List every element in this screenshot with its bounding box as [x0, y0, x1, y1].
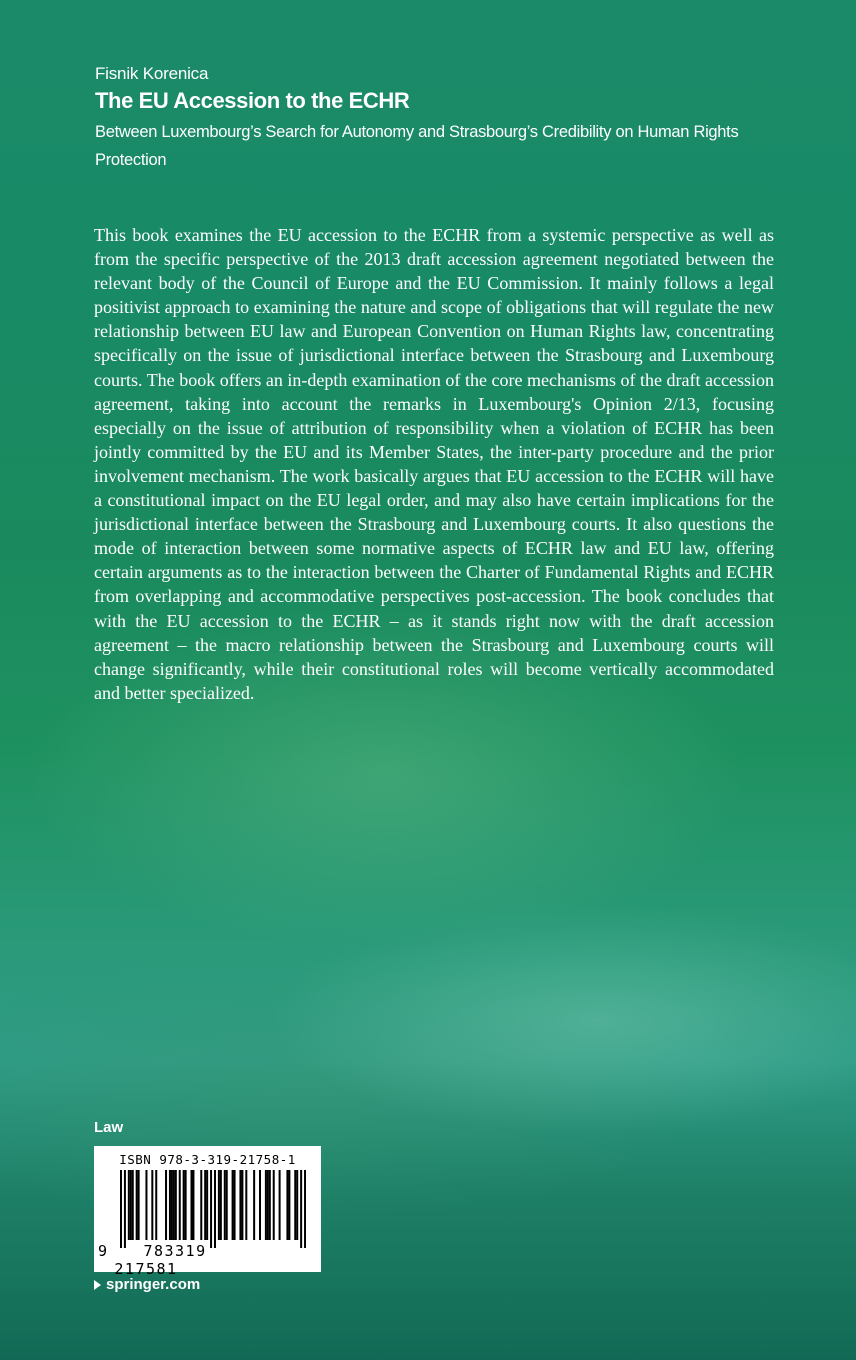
- barcode-bar: [145, 1170, 147, 1240]
- isbn-label: ISBN 978-3-319-21758-1: [119, 1152, 296, 1167]
- barcode-bar: [273, 1170, 275, 1240]
- barcode-bar: [241, 1170, 243, 1240]
- publisher-website[interactable]: [94, 1276, 200, 1293]
- barcode-bar: [300, 1170, 302, 1248]
- barcode-bar: [214, 1170, 216, 1248]
- barcode-bar: [226, 1170, 228, 1240]
- subject-category: Law: [94, 1119, 124, 1136]
- barcode-bar: [304, 1170, 306, 1248]
- author-name: Fisnik Korenica: [95, 64, 209, 83]
- barcode-bar: [286, 1170, 288, 1240]
- barcode-bar: [130, 1170, 132, 1240]
- barcode-bar: [279, 1170, 281, 1240]
- barcode-bar: [218, 1170, 220, 1240]
- website-label: springer.com: [106, 1276, 201, 1293]
- barcode-bar: [232, 1170, 234, 1240]
- barcode-bar: [138, 1170, 140, 1240]
- barcode-bar: [267, 1170, 269, 1240]
- triangle-right-icon: [94, 1280, 101, 1290]
- barcode-bar: [269, 1170, 271, 1240]
- barcode-bar: [220, 1170, 222, 1240]
- book-subtitle: Between Luxembourg’s Search for Autonomy and Strasbourg’s Credibility on Human Rights Protection: [95, 123, 739, 169]
- barcode-bar: [136, 1170, 138, 1240]
- barcode-bar: [155, 1170, 157, 1240]
- barcode-bar: [169, 1170, 171, 1240]
- barcode-bar: [204, 1170, 206, 1240]
- barcode-bar: [128, 1170, 130, 1240]
- barcode-bar: [171, 1170, 173, 1240]
- barcode-bars: [120, 1170, 306, 1248]
- barcode-bar: [239, 1170, 241, 1240]
- barcode-digits-left: 783319: [143, 1242, 207, 1260]
- barcode-bar: [234, 1170, 236, 1240]
- barcode-digits-right: 217581: [114, 1260, 178, 1278]
- book-description: This book examines the EU accession to the ECHR from a systemic perspective as well as from the specific perspective of the 2013 draft accession agreement negotiated between the relevant body of the Council of Europe and the EU Commission. It mainly follows a legal positivist approach to examining the nature and scope of obligations that will regulate the new relationship between EU law and European Convention on Human Rights law, concentrating specifically on the issue of jurisdictional interface between the Strasbourg and Luxembourg courts. The book offers an in-depth examination of the core mechanisms of the draft accession agreement, taking into account the remarks in Luxembourg's Opinion 2/13, focusing especially on the issue of attribution of responsibility when a violation of ECHR has been jointly committed by the EU and its Member States, the inter-party procedure and the prior involvement mechanism. The work basically argues that EU accession to the ECHR will have a constitutional impact on the EU legal order, and may also have certain implications for the jurisdictional interface between the Strasbourg and Luxembourg courts. It also questions the mode of interaction between some normative aspects of ECHR law and EU law, offering certain arguments as to the interaction between the Charter of Fundamental Rights and ECHR from overlapping and accommodative perspectives post-accession. The book concludes that with the EU accession to the ECHR – as it stands right now with the draft accession agreement – the macro relationship between the Strasbourg and Luxembourg courts will change significantly, while their constitutional roles will become vertically accommodated and better specialized.: [94, 225, 774, 703]
- book-title: The EU Accession to the ECHR: [95, 88, 410, 113]
- barcode-bar: [175, 1170, 177, 1240]
- barcode-bar: [294, 1170, 296, 1240]
- barcode-bar: [190, 1170, 192, 1240]
- barcode-bar: [151, 1170, 153, 1240]
- cover-header: [95, 62, 795, 174]
- barcode-bar: [288, 1170, 290, 1240]
- barcode-bar: [173, 1170, 175, 1240]
- barcode-bar: [206, 1170, 208, 1240]
- barcode-bar: [124, 1170, 126, 1248]
- barcode-bar: [185, 1170, 187, 1240]
- barcode-bar: [200, 1170, 202, 1240]
- barcode-bar: [132, 1170, 134, 1240]
- isbn-barcode: [94, 1146, 321, 1278]
- barcode-bar: [245, 1170, 247, 1240]
- barcode-digit-first: 9: [98, 1242, 108, 1260]
- barcode-bar: [210, 1170, 212, 1248]
- barcode-bar: [253, 1170, 255, 1240]
- barcode-bar: [179, 1170, 181, 1240]
- barcode-bar: [224, 1170, 226, 1240]
- barcode-bar: [120, 1170, 122, 1248]
- barcode-bar: [165, 1170, 167, 1240]
- barcode-bar: [183, 1170, 185, 1240]
- barcode-digits: [98, 1242, 318, 1278]
- barcode-bar: [192, 1170, 194, 1240]
- barcode-bar: [296, 1170, 298, 1240]
- barcode-bar: [259, 1170, 261, 1240]
- barcode-bar: [265, 1170, 267, 1240]
